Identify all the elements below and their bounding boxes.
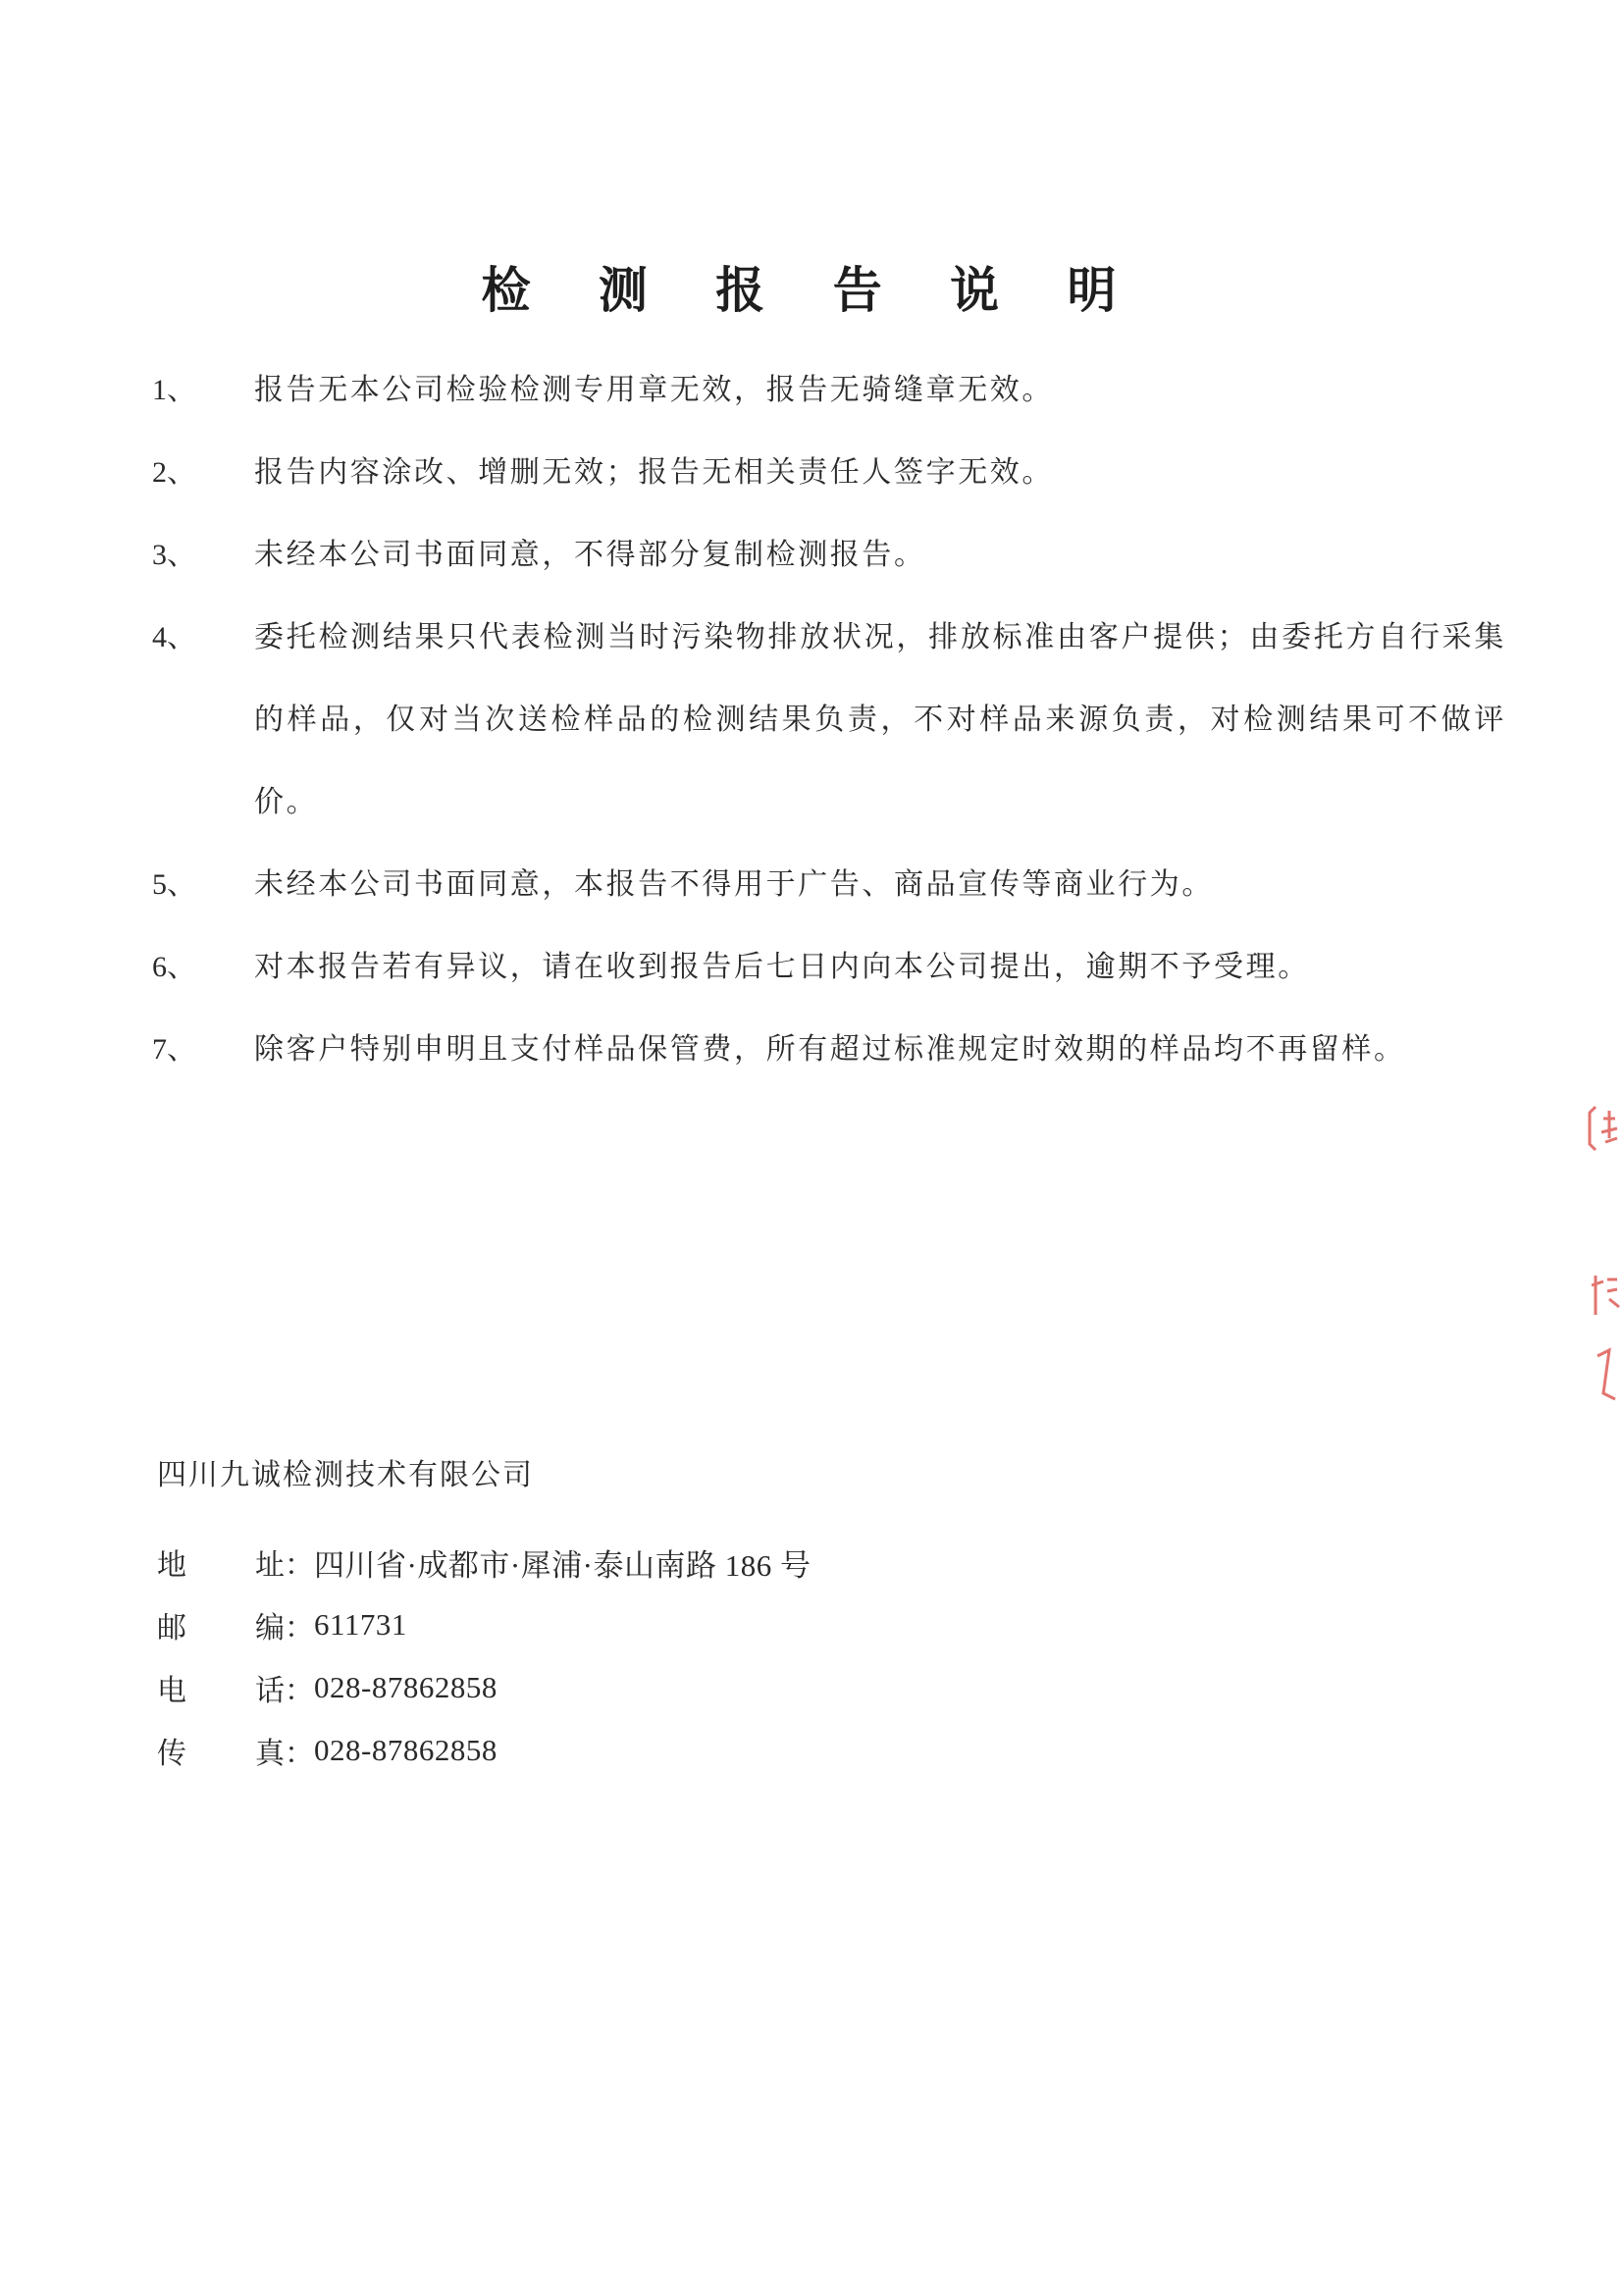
contact-label: 传 [157,1737,186,1771]
list-item [152,844,1506,926]
seal-stamp [1582,1099,1623,1423]
contact-fax-value: 028-87862858 [314,1733,497,1767]
contact-row-phone [157,1656,1040,1719]
contact-row-address [157,1531,1040,1593]
note-number: 1、 [152,374,196,406]
contact-label: 话 [255,1674,285,1708]
contact-row-fax [157,1719,1040,1782]
contact-label: 地 [157,1548,186,1583]
note-text: 未经本公司书面同意，不得部分复制检测报告。 [254,538,926,572]
list-item [152,349,1506,432]
note-text: 对本报告若有异议，请在收到报告后七日内向本公司提出，逾期不予受理。 [254,950,1310,984]
page-title: 检 测 报 告 说 明 [481,260,1142,319]
contact-colon: ： [285,1737,314,1771]
list-item [152,1009,1506,1091]
contact-colon: ： [285,1548,314,1583]
notes-list [152,349,1506,1091]
contact-colon: ： [285,1611,314,1645]
contact-label: 邮 [157,1611,186,1645]
contact-label: 电 [157,1674,186,1708]
contact-phone-value: 028-87862858 [314,1670,497,1704]
seal-marks [1590,1107,1619,1399]
company-name: 四川九诚检测技术有限公司 [157,1458,534,1492]
contact-address-value: 四川省·成都市·犀浦·泰山南路 186 号 [314,1547,812,1583]
contact-postcode-value: 611731 [314,1607,407,1642]
list-item [152,597,1506,844]
note-text: 报告内容涂改、增删无效；报告无相关责任人签字无效。 [254,455,1054,490]
contact-label: 真 [255,1737,285,1771]
note-number: 5、 [152,868,196,901]
note-text: 未经本公司书面同意，本报告不得用于广告、商品宣传等商业行为。 [254,867,1214,902]
note-text: 委托检测结果只代表检测当时污染物排放状况，排放标准由客户提供；由委托方自行采集的样品，仅对当次送检样品的检测结果负责，不对样品来源负责，对检测结果可不做评价。 [254,620,1506,819]
note-number: 4、 [152,621,196,653]
note-number: 6、 [152,951,196,983]
note-number: 2、 [152,456,196,489]
contact-label: 址 [255,1548,285,1583]
note-number: 7、 [152,1033,196,1066]
list-item [152,926,1506,1009]
list-item [152,432,1506,514]
contact-block [157,1531,1040,1782]
list-item [152,514,1506,597]
note-text: 报告无本公司检验检测专用章无效，报告无骑缝章无效。 [254,373,1054,407]
contact-colon: ： [285,1674,314,1708]
contact-row-postcode [157,1593,1040,1656]
note-number: 3、 [152,539,196,571]
note-text: 除客户特别申明且支付样品保管费，所有超过标准规定时效期的样品均不再留样。 [254,1032,1406,1067]
contact-label: 编 [255,1611,285,1645]
